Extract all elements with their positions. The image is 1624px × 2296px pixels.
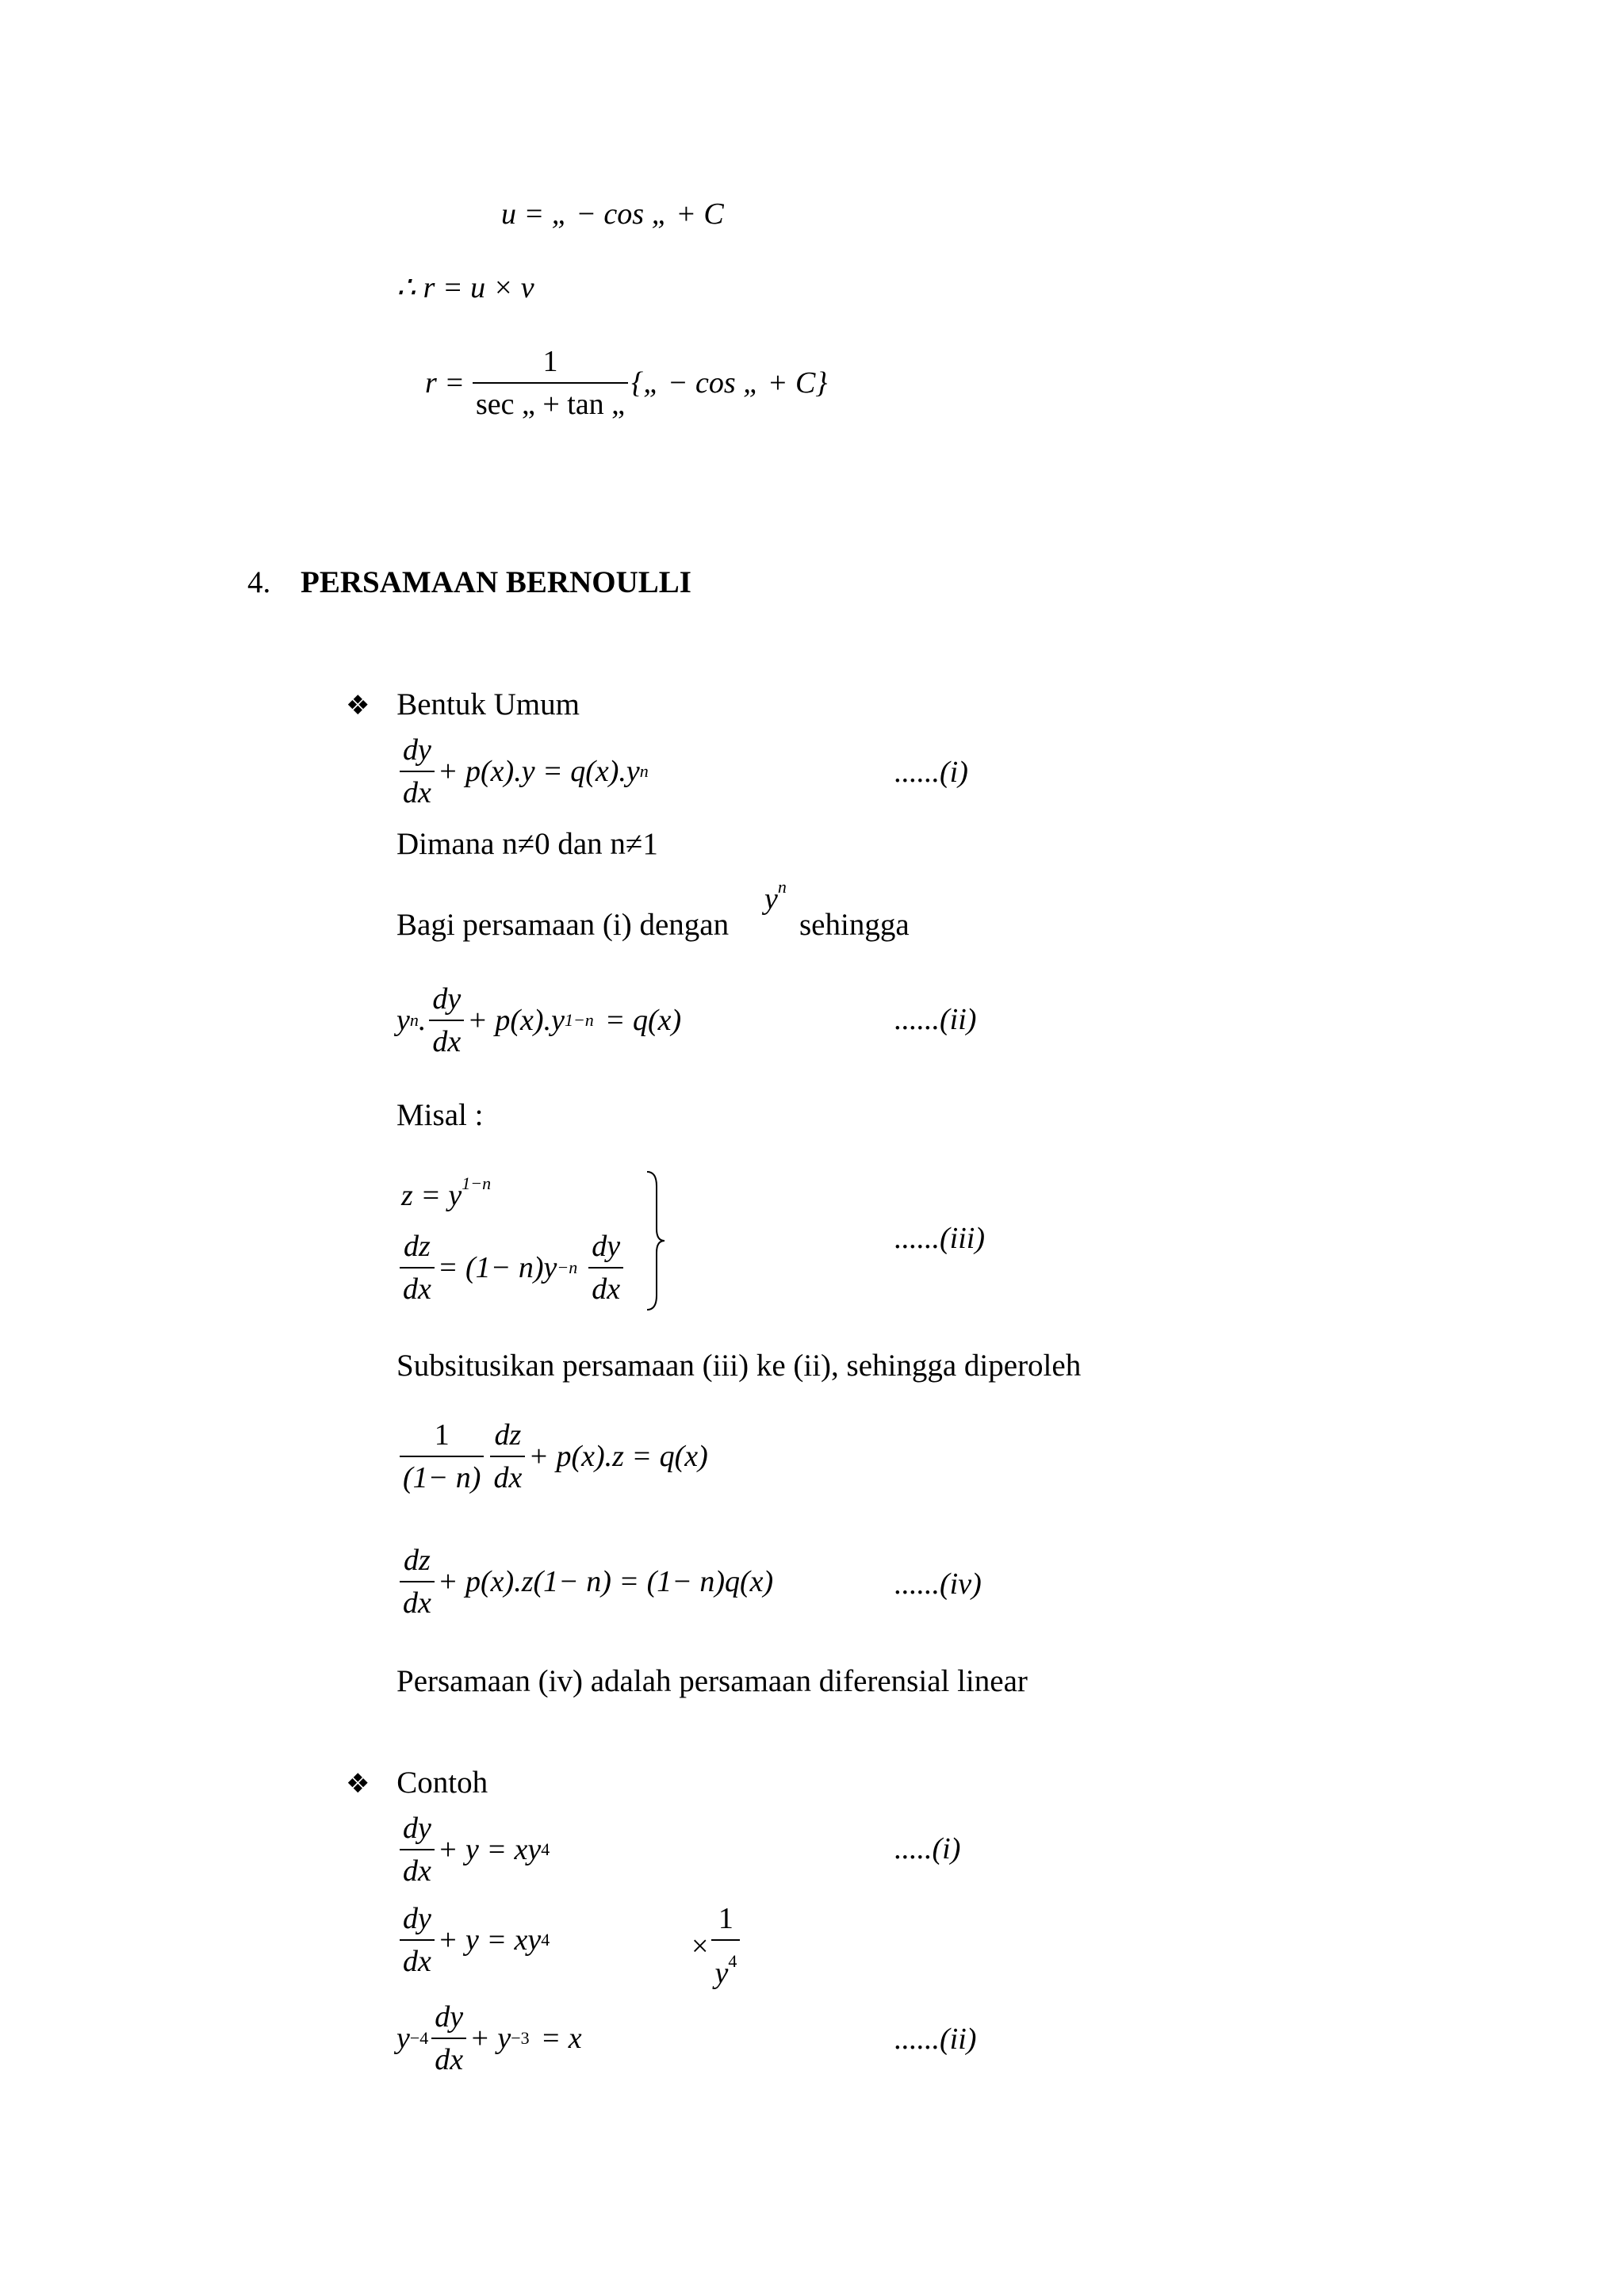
example-tag-i: .....(i) [894, 1832, 961, 1866]
denominator: dx [403, 1854, 431, 1888]
fraction-dz-dx [400, 1540, 435, 1624]
exponent: 1−n [462, 1173, 492, 1193]
denominator: dx [493, 1461, 523, 1494]
equation-3b [396, 1226, 626, 1310]
equation-body: + y [469, 2022, 511, 2055]
bentuk-umum-label: Bentuk Umum [396, 687, 580, 721]
r-equals: r = [425, 366, 465, 400]
equation-tag-ii: ......(ii) [894, 1003, 977, 1036]
equation-body: + p(x).z = q(x) [528, 1440, 708, 1473]
bullet-contoh [346, 1765, 488, 1800]
fraction-dz-dx [490, 1414, 525, 1498]
equation-rhs: = q(x) [604, 1004, 682, 1037]
y-symbol: y [396, 2022, 410, 2055]
numerator: dy [432, 982, 462, 1016]
fraction-dy-dx [588, 1226, 623, 1310]
fraction-dy-dx [429, 978, 464, 1062]
dimana-text: Dimana n≠0 dan n≠1 [396, 827, 658, 861]
equation-body: + p(x).z(1− n) = (1− n)q(x) [437, 1565, 774, 1598]
bullet-bentuk-umum [346, 687, 580, 722]
exponent: 1−n [564, 1010, 594, 1030]
equation-1 [396, 729, 649, 813]
denominator: (1− n) [403, 1461, 481, 1494]
equation-3a [401, 1173, 491, 1213]
denominator: dx [403, 776, 431, 809]
section-title: PERSAMAAN BERNOULLI [301, 565, 691, 599]
fraction-one-over-y4 [711, 1898, 740, 1994]
exponent: −3 [511, 2028, 530, 2048]
right-brace-icon [644, 1170, 668, 1311]
numerator: dy [403, 1902, 431, 1935]
dot: . [418, 1004, 427, 1037]
equation-r-product: ∴ r = u × v [396, 271, 534, 304]
numerator: dz [404, 1230, 431, 1263]
denominator [711, 1941, 740, 1994]
numerator: dy [403, 1812, 431, 1845]
denominator: dx [592, 1272, 621, 1306]
equation-tag-i: ......(i) [894, 756, 968, 789]
equation-r-final [425, 341, 828, 425]
fraction-dy-dx [400, 1898, 435, 1982]
persamaan-text: Persamaan (iv) adalah persamaan diferensial linear [396, 1664, 1028, 1698]
equation-rhs: = x [540, 2022, 582, 2055]
subsitusikan-text: Subsitusikan persamaan (iii) ke (ii), sehingga diperoleh [396, 1349, 1082, 1383]
exponent: 4 [541, 1930, 550, 1950]
equation-body: = (1− n)y [437, 1251, 557, 1284]
denominator: dx [435, 2043, 464, 2076]
fraction-one-over-1-minus-n [400, 1414, 484, 1498]
exponent: n [639, 761, 649, 781]
example-equation-2 [396, 1898, 550, 1982]
fraction-dy-dx [400, 729, 435, 813]
numerator: dz [494, 1418, 522, 1452]
y-symbol: y [396, 1004, 410, 1037]
numerator: dy [403, 733, 431, 767]
equation-2 [396, 978, 681, 1062]
exponent: 4 [541, 1839, 550, 1859]
misal-label: Misal : [396, 1098, 484, 1132]
exponent: 4 [728, 1951, 737, 1971]
contoh-label: Contoh [396, 1766, 488, 1800]
example-equation-3 [396, 1996, 582, 2080]
bracketed-expression: {„ − cos „ + C} [631, 366, 828, 400]
numerator: 1 [718, 1902, 733, 1935]
exponent: −n [557, 1257, 578, 1277]
y-power-n [764, 877, 787, 916]
y-symbol: y [714, 1957, 729, 1990]
numerator: dy [435, 2000, 464, 2034]
equation-5 [396, 1540, 773, 1624]
equation-4 [396, 1414, 708, 1498]
equation-body: z = y [401, 1179, 462, 1212]
denominator: dx [403, 1945, 431, 1978]
equation-u: u = „ − cos „ + C [501, 197, 724, 231]
example-equation-1 [396, 1808, 550, 1892]
fraction-dy-dx [400, 1808, 435, 1892]
y-symbol: y [764, 882, 778, 916]
numerator: dz [404, 1544, 431, 1577]
example-tag-ii: ......(ii) [894, 2022, 977, 2056]
fraction-numerator: 1 [542, 345, 558, 378]
fraction-sec-tan [473, 341, 628, 425]
equation-body: + y = xy [437, 1833, 542, 1866]
fraction-denominator: sec „ + tan „ [475, 388, 626, 421]
denominator: dx [403, 1586, 431, 1620]
equation-body: + y = xy [437, 1923, 542, 1957]
diamond-bullet-icon: ❖ [346, 1768, 370, 1800]
numerator: dy [592, 1230, 621, 1263]
bagi-prefix: Bagi persamaan (i) dengan [396, 908, 730, 942]
equation-body: + p(x).y = q(x).y [437, 755, 640, 788]
section-heading [247, 564, 691, 600]
denominator: dx [403, 1272, 431, 1306]
fraction-dy-dx [431, 1996, 466, 2080]
exponent: n [409, 1010, 419, 1030]
multiply-by-fraction [691, 1898, 743, 1994]
equation-body: + p(x).y [467, 1004, 565, 1037]
equation-tag-iii: ......(iii) [894, 1222, 985, 1255]
denominator: dx [432, 1025, 462, 1058]
fraction-dz-dx [400, 1226, 435, 1310]
bagi-suffix: sehingga [799, 908, 910, 942]
diamond-bullet-icon: ❖ [346, 690, 370, 721]
section-number: 4. [247, 565, 271, 599]
exponent: n [777, 877, 787, 897]
numerator: 1 [434, 1418, 450, 1452]
exponent: −4 [409, 2028, 429, 2048]
equation-tag-iv: ......(iv) [894, 1567, 982, 1601]
times-symbol: × [691, 1929, 709, 1963]
